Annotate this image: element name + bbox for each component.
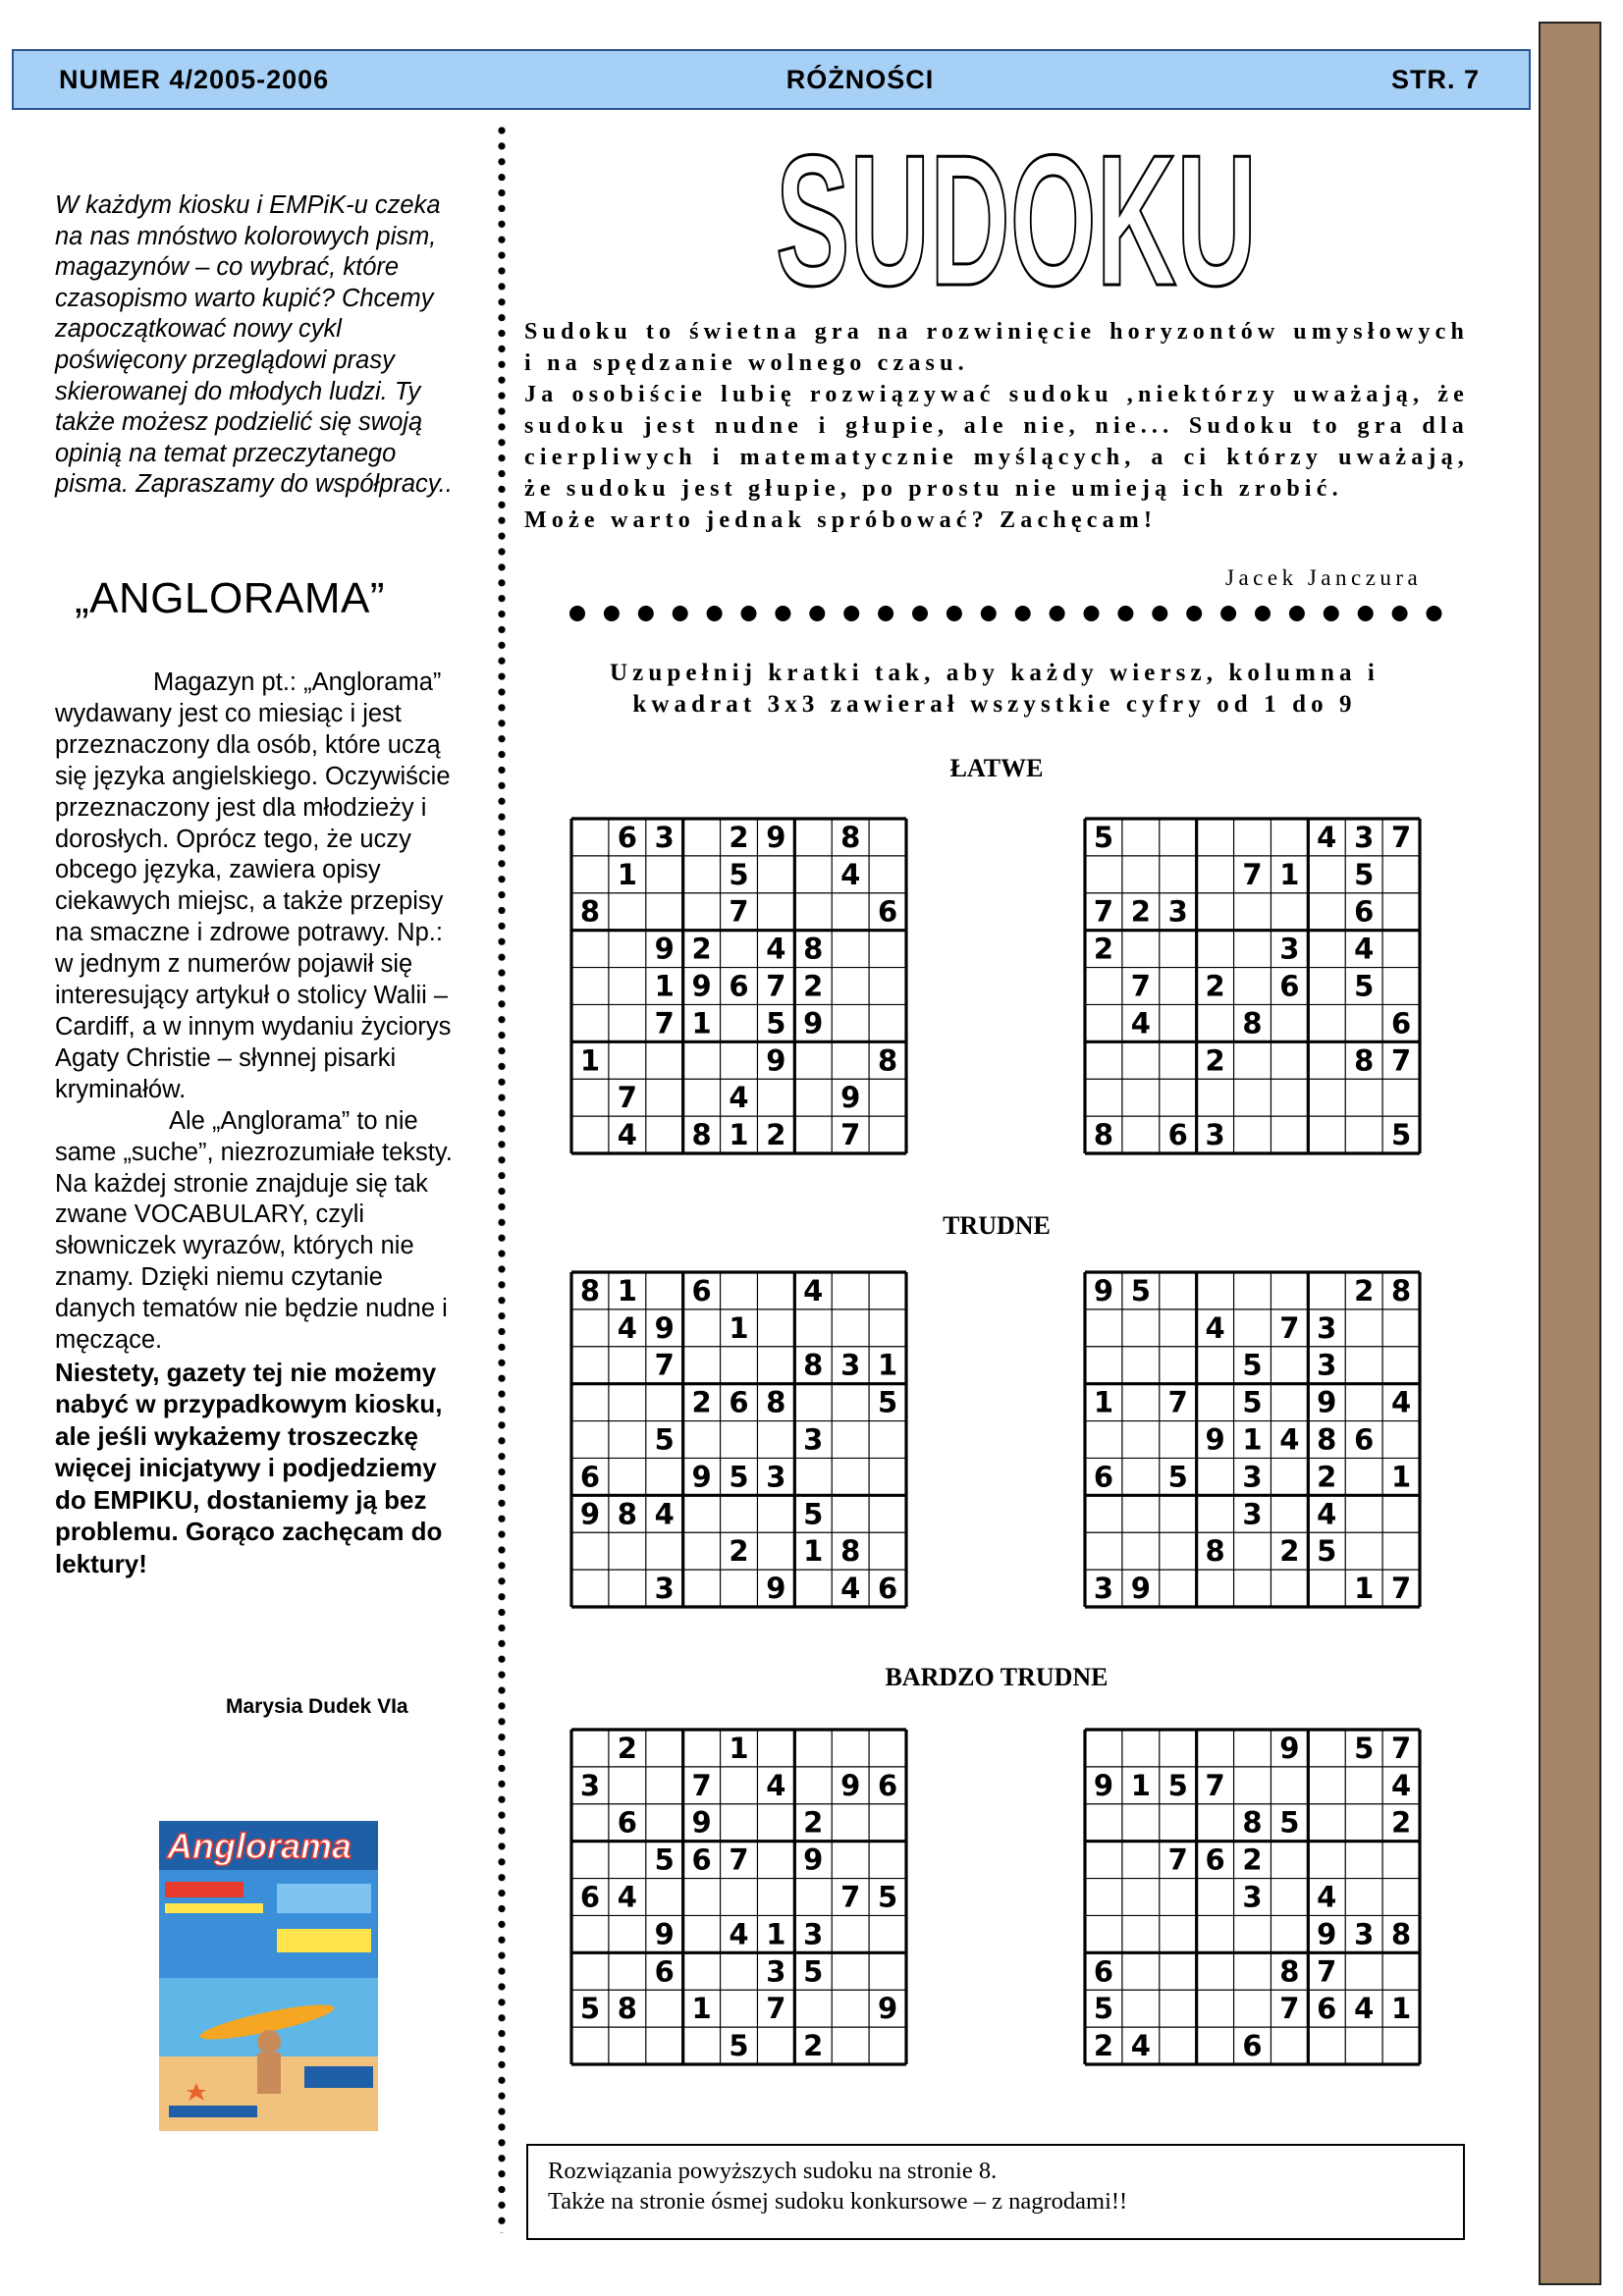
sudoku-cell-digit: 2 (1354, 1273, 1375, 1308)
sudoku-cell-digit: 6 (1093, 1954, 1114, 1989)
sudoku-cell-digit: 2 (1093, 2029, 1114, 2063)
bullet-dot (1186, 606, 1202, 621)
sudoku-cell-digit: 7 (766, 1992, 786, 2026)
article-title: „ANGLORAMA” (75, 574, 385, 622)
sudoku-cell-digit: 5 (1242, 1385, 1263, 1419)
sudoku-cell-digit: 1 (729, 1731, 749, 1765)
sudoku-cell-digit: 3 (1167, 894, 1188, 929)
sudoku-cell-digit: 1 (766, 1917, 786, 1951)
sudoku-cell-digit: 9 (877, 1992, 898, 2026)
sudoku-cell-digit: 3 (1242, 1880, 1263, 1914)
sudoku-cell-digit: 6 (1354, 1422, 1375, 1457)
sudoku-cell-digit: 2 (1205, 969, 1225, 1003)
article-paragraph: Magazyn pt.: „Anglorama” wydawany jest co miesiąc i jest przeznaczony dla osób, które uczą się języka angielskiego. Oczywiście przeznaczony jest dla młodzieży i dorosłych. Oprócz tego, że uczy obcego języka, zawiera opisy ciekawych miejsc, a także przepisy na smaczne i zdrowe potrawy. Np.: w jednym z numerów pojawił się interesujący artykuł o stolicy Walii – Cardiff, a w innym wydaniu życiorys Agaty Christie – słynnej pisarki kryminałów. (55, 668, 452, 1103)
sudoku-cell-digit: 7 (654, 1348, 675, 1382)
sudoku-cell-digit: 2 (1279, 1534, 1300, 1569)
sudoku-cell-digit: 3 (766, 1954, 786, 1989)
sudoku-cell-digit: 2 (729, 820, 749, 854)
article-paragraph-bold: Niestety, gazety tej nie możemy nabyć w przypadkowym kiosku, ale jeśli wykażemy troszeczkę więcej inicjatywy i podjedziemy do EMPIKU, dostaniemy ją bez problemu. Gorąco zachęcam do lektury! (55, 1357, 443, 1578)
sudoku-cell-digit: 5 (1354, 969, 1375, 1003)
sudoku-cell-digit: 3 (654, 820, 675, 854)
sudoku-cell-digit: 8 (840, 1534, 861, 1569)
sudoku-cell-digit: 4 (1390, 1385, 1412, 1419)
sudoku-cell-digit: 7 (1390, 1043, 1412, 1078)
sudoku-cell-digit: 7 (1390, 820, 1412, 854)
bullet-dot (775, 606, 790, 621)
level-hard-label: TRUDNE (943, 1211, 1051, 1240)
sudoku-cell-digit: 7 (729, 894, 749, 929)
sudoku-cell-digit: 5 (729, 1460, 749, 1494)
sudoku-cell-digit: 5 (877, 1385, 898, 1419)
sudoku-cell-digit: 6 (877, 1572, 898, 1606)
sudoku-cell-digit: 2 (1390, 1805, 1412, 1840)
sudoku-cell-digit: 3 (579, 1768, 601, 1802)
sudoku-cell-digit: 4 (1130, 2029, 1151, 2063)
sudoku-grid-hard-1 (569, 1270, 908, 1609)
bullet-dot (1084, 606, 1100, 621)
level-very-hard-label: BARDZO TRUDNE (885, 1663, 1109, 1691)
sudoku-cell-digit: 5 (1167, 1460, 1188, 1494)
sudoku-cell-digit: 5 (1354, 1731, 1375, 1765)
sudoku-cell-digit: 9 (691, 1460, 712, 1494)
sudoku-cell-digit: 9 (654, 1917, 675, 1951)
sudoku-cell-digit: 8 (691, 1118, 712, 1152)
sudoku-cell-digit: 9 (1130, 1572, 1151, 1606)
sudoku-cell-digit: 3 (1317, 1310, 1337, 1345)
sudoku-cell-digit: 4 (1354, 1992, 1375, 2026)
sudoku-cell-digit: 6 (1317, 1992, 1337, 2026)
sudoku-cell-digit: 4 (840, 1572, 861, 1606)
sudoku-cell-digit: 2 (1130, 894, 1151, 929)
sudoku-cell-digit: 6 (579, 1880, 601, 1914)
sudoku-cell-digit: 6 (1205, 1842, 1225, 1877)
sudoku-cell-digit: 2 (617, 1731, 637, 1765)
sudoku-cell-digit: 6 (1390, 1006, 1412, 1041)
bullet-dot (638, 606, 654, 621)
sudoku-cell-digit: 7 (691, 1768, 712, 1802)
sudoku-cell-digit: 6 (1093, 1460, 1114, 1494)
sudoku-cell-digit: 2 (803, 969, 824, 1003)
sudoku-cell-digit: 1 (1279, 857, 1300, 891)
sudoku-cell-digit: 3 (1279, 932, 1300, 966)
sudoku-cell-digit: 3 (654, 1572, 675, 1606)
sudoku-cell-digit: 4 (766, 932, 786, 966)
sudoku-cell-digit: 4 (1317, 1880, 1337, 1914)
sudoku-cell-digit: 9 (766, 1043, 786, 1078)
sudoku-cell-digit: 8 (617, 1497, 637, 1531)
sudoku-cell-digit: 9 (1093, 1273, 1114, 1308)
page-number: STR. 7 (1390, 64, 1480, 94)
sudoku-cell-digit: 5 (877, 1880, 898, 1914)
sudoku-cell-digit: 3 (1317, 1348, 1337, 1382)
magazine-cover-image (159, 1821, 378, 2131)
bullet-dot (1427, 606, 1442, 621)
page-header (12, 49, 1531, 110)
sudoku-cell-digit: 1 (579, 1043, 601, 1078)
sudoku-cell-digit: 5 (766, 1006, 786, 1041)
sudoku-grid-easy-1 (569, 817, 908, 1155)
sudoku-cell-digit: 1 (877, 1348, 898, 1382)
bullet-dot (843, 606, 859, 621)
bullet-dot (604, 606, 620, 621)
bullet-dot (878, 606, 893, 621)
sudoku-grid-very-hard-2 (1083, 1728, 1422, 2066)
sudoku-cell-digit: 1 (691, 1006, 712, 1041)
sudoku-cell-digit: 8 (1242, 1006, 1263, 1041)
bullet-dot (1220, 606, 1236, 621)
sudoku-cell-digit: 4 (803, 1273, 824, 1308)
sudoku-cell-digit: 2 (691, 1385, 712, 1419)
sudoku-cell-digit: 4 (1317, 1497, 1337, 1531)
note-line: Także na stronie ósmej sudoku konkursowe – z nagrodami!! (548, 2188, 1128, 2215)
bullet-dot (1324, 606, 1339, 621)
sudoku-cell-digit: 6 (729, 969, 749, 1003)
sudoku-cell-digit: 3 (840, 1348, 861, 1382)
section-title: RÓŻNOŚCI (785, 64, 935, 94)
sudoku-cell-digit: 1 (691, 1992, 712, 2026)
sudoku-grid-easy-2 (1083, 817, 1422, 1155)
article-body (55, 667, 458, 1579)
sudoku-cell-digit: 9 (1317, 1917, 1337, 1951)
sudoku-cell-digit: 5 (1130, 1273, 1151, 1308)
sudoku-cell-digit: 1 (1242, 1422, 1263, 1457)
sudoku-intro (524, 316, 1469, 536)
sudoku-cell-digit: 1 (1390, 1992, 1412, 2026)
sudoku-cell-digit: 6 (691, 1273, 712, 1308)
sudoku-cell-digit: 8 (579, 1273, 601, 1308)
sudoku-cell-digit: 9 (766, 820, 786, 854)
bullet-dot (1117, 606, 1133, 621)
sudoku-cell-digit: 8 (840, 820, 861, 854)
intro-paragraph: Sudoku to świetna gra na rozwinięcie horyzontów umysłowych i na spędzanie wolnego czasu. (524, 319, 1469, 376)
sudoku-cell-digit: 5 (729, 2029, 749, 2063)
sudoku-cell-digit: 5 (1093, 820, 1114, 854)
sudoku-cell-digit: 8 (1205, 1534, 1225, 1569)
sudoku-cell-digit: 8 (1390, 1273, 1412, 1308)
sudoku-cell-digit: 8 (1242, 1805, 1263, 1840)
solutions-note (526, 2144, 1465, 2240)
dotted-column-divider (497, 123, 507, 2233)
sudoku-cell-digit: 7 (617, 1081, 637, 1115)
sudoku-cell-digit: 9 (803, 1006, 824, 1041)
sudoku-cell-digit: 4 (766, 1768, 786, 1802)
instruction-line: Uzupełnij kratki tak, aby każdy wiersz, kolumna i (610, 660, 1380, 686)
bullet-dot (809, 606, 825, 621)
sudoku-cell-digit: 7 (1167, 1385, 1188, 1419)
bullet-divider (568, 599, 1449, 628)
sudoku-cell-digit: 9 (840, 1768, 861, 1802)
sudoku-cell-digit: 4 (1390, 1768, 1412, 1802)
article-author: Marysia Dudek VIa (226, 1695, 408, 1718)
sudoku-title-text: SUDOKU (776, 117, 1257, 325)
bullet-dot (741, 606, 757, 621)
article-paragraph: Ale „Anglorama” to nie same „suche”, niezrozumiałe teksty. Na każdej stronie znajduje się tak zwane VOCABULARY, czyli słowniczek wyrazów, których nie znamy. Dzięki niemu czytanie danych tematów nie będzie nudne i męczące. (55, 1106, 453, 1355)
sudoku-cell-digit: 7 (840, 1880, 861, 1914)
sudoku-cell-digit: 5 (1279, 1805, 1300, 1840)
sudoku-cell-digit: 4 (1205, 1310, 1225, 1345)
bullet-dot (912, 606, 928, 621)
sudoku-cell-digit: 8 (803, 1348, 824, 1382)
sudoku-cell-digit: 4 (654, 1497, 675, 1531)
sudoku-cell-digit: 5 (729, 857, 749, 891)
sudoku-cell-digit: 7 (1205, 1768, 1225, 1802)
sudoku-cell-digit: 6 (654, 1954, 675, 1989)
sudoku-cell-digit: 8 (877, 1043, 898, 1078)
sudoku-instruction (550, 658, 1439, 721)
sudoku-cell-digit: 3 (1242, 1460, 1263, 1494)
sudoku-cell-digit: 8 (1317, 1422, 1337, 1457)
sudoku-cell-digit: 6 (617, 1805, 637, 1840)
sudoku-cell-digit: 5 (579, 1992, 601, 2026)
sudoku-cell-digit: 5 (1354, 857, 1375, 891)
sudoku-cell-digit: 5 (803, 1497, 824, 1531)
sudoku-cell-digit: 8 (617, 1992, 637, 2026)
sudoku-cell-digit: 6 (1167, 1118, 1188, 1152)
sudoku-cell-digit: 2 (1317, 1460, 1337, 1494)
sudoku-cell-digit: 1 (1390, 1460, 1412, 1494)
sudoku-cell-digit: 3 (1354, 1917, 1375, 1951)
sudoku-cell-digit: 1 (1093, 1385, 1114, 1419)
sudoku-cell-digit: 1 (1130, 1768, 1151, 1802)
sudoku-cell-digit: 9 (840, 1081, 861, 1115)
sudoku-cell-digit: 4 (617, 1880, 637, 1914)
sudoku-cell-digit: 6 (729, 1385, 749, 1419)
bullet-dot (1152, 606, 1167, 621)
sudoku-cell-digit: 5 (1167, 1768, 1188, 1802)
sudoku-cell-digit: 8 (1354, 1043, 1375, 1078)
sudoku-cell-digit: 3 (803, 1917, 824, 1951)
sudoku-cell-digit: 7 (654, 1006, 675, 1041)
bullet-dot (1015, 606, 1031, 621)
sudoku-cell-digit: 2 (1242, 1842, 1263, 1877)
side-decoration-bar (1539, 22, 1601, 2285)
sudoku-cell-digit: 6 (877, 894, 898, 929)
sudoku-cell-digit: 6 (617, 820, 637, 854)
sudoku-cell-digit: 7 (766, 969, 786, 1003)
intro-paragraph: Ja osobiście lubię rozwiązywać sudoku ,niektórzy uważają, że sudoku jest nudne i głupie, ale nie, nie... Sudoku to gra dla cierpliwych i matematycznie myślących, a ci którzy uważają, że sudoku jest głupie, po prostu nie umieją ich zrobić. (524, 382, 1469, 502)
sudoku-cell-digit: 1 (617, 1273, 637, 1308)
sudoku-cell-digit: 3 (766, 1460, 786, 1494)
level-easy-label: ŁATWE (949, 754, 1044, 782)
sudoku-cell-digit: 9 (1279, 1731, 1300, 1765)
sudoku-cell-digit: 6 (691, 1842, 712, 1877)
bullet-dot (1255, 606, 1271, 621)
sudoku-cell-digit: 9 (766, 1572, 786, 1606)
bullet-dot (673, 606, 688, 621)
sudoku-cell-digit: 1 (654, 969, 675, 1003)
sudoku-cell-digit: 7 (1390, 1731, 1412, 1765)
intro-text: W każdym kiosku i EMPiK-u czeka na nas mnóstwo kolorowych pism, magazynów – co wybrać, które czasopismo warto kupić? Chcemy zapoczątkować nowy cykl poświęcony przeglądowi prasy skierowanej do młodych ludzi. Ty także możesz podzielić się swoją opinią na temat przeczytanego pisma. Zapraszamy do współpracy.. (55, 191, 453, 499)
bullet-dot (1289, 606, 1305, 621)
sudoku-cell-digit: 1 (729, 1310, 749, 1345)
sudoku-cell-digit: 7 (1390, 1572, 1412, 1606)
sudoku-cell-digit: 9 (803, 1842, 824, 1877)
sudoku-cell-digit: 5 (1390, 1118, 1412, 1152)
sudoku-cell-digit: 5 (803, 1954, 824, 1989)
sudoku-cell-digit: 9 (579, 1497, 601, 1531)
cover-title: Anglorama (167, 1826, 352, 1866)
sudoku-cell-digit: 8 (766, 1385, 786, 1419)
sudoku-title (766, 117, 1267, 325)
bullet-dot (947, 606, 962, 621)
sudoku-cell-digit: 9 (691, 969, 712, 1003)
intro-paragraph: Może warto jednak spróbować? Zachęcam! (524, 507, 1158, 533)
sudoku-cell-digit: 7 (1167, 1842, 1188, 1877)
sudoku-grid-very-hard-1 (569, 1728, 908, 2066)
sudoku-cell-digit: 3 (1093, 1572, 1114, 1606)
sudoku-cell-digit: 8 (1390, 1917, 1412, 1951)
bullet-dot (981, 606, 997, 621)
sudoku-cell-digit: 5 (1242, 1348, 1263, 1382)
sudoku-cell-digit: 7 (1317, 1954, 1337, 1989)
bullet-dot (707, 606, 723, 621)
sudoku-cell-digit: 6 (1279, 969, 1300, 1003)
sudoku-cell-digit: 6 (877, 1768, 898, 1802)
sudoku-cell-digit: 9 (1205, 1422, 1225, 1457)
sudoku-cell-digit: 4 (1354, 932, 1375, 966)
sudoku-cell-digit: 4 (1317, 820, 1337, 854)
sudoku-cell-digit: 7 (729, 1842, 749, 1877)
sudoku-cell-digit: 4 (729, 1917, 749, 1951)
sudoku-cell-digit: 2 (803, 1805, 824, 1840)
sudoku-cell-digit: 3 (1242, 1497, 1263, 1531)
sudoku-cell-digit: 9 (654, 932, 675, 966)
sudoku-cell-digit: 6 (579, 1460, 601, 1494)
sudoku-cell-digit: 7 (1279, 1310, 1300, 1345)
sudoku-cell-digit: 7 (840, 1118, 861, 1152)
bullet-dot (1392, 606, 1408, 621)
sudoku-cell-digit: 5 (1093, 1992, 1114, 2026)
sudoku-cell-digit: 7 (1093, 894, 1114, 929)
sudoku-cell-digit: 4 (729, 1081, 749, 1115)
sudoku-cell-digit: 9 (654, 1310, 675, 1345)
sudoku-cell-digit: 5 (1317, 1534, 1337, 1569)
sudoku-cell-digit: 1 (617, 857, 637, 891)
sudoku-cell-digit: 5 (654, 1422, 675, 1457)
issue-number: NUMER 4/2005-2006 (59, 64, 330, 94)
sudoku-cell-digit: 9 (1093, 1768, 1114, 1802)
sudoku-cell-digit: 2 (1093, 932, 1114, 966)
sudoku-cell-digit: 6 (1354, 894, 1375, 929)
sudoku-cell-digit: 7 (1130, 969, 1151, 1003)
sudoku-cell-digit: 4 (1279, 1422, 1300, 1457)
instruction-line: kwadrat 3x3 zawierał wszystkie cyfry od 1 do 9 (632, 691, 1357, 718)
sudoku-cell-digit: 2 (691, 932, 712, 966)
sudoku-cell-digit: 5 (654, 1842, 675, 1877)
sudoku-cell-digit: 2 (1205, 1043, 1225, 1078)
sudoku-cell-digit: 3 (1205, 1118, 1225, 1152)
bullet-dot (1358, 606, 1374, 621)
sudoku-cell-digit: 8 (1093, 1118, 1114, 1152)
sudoku-cell-digit: 1 (729, 1118, 749, 1152)
sudoku-cell-digit: 4 (617, 1310, 637, 1345)
bullet-dot (1050, 606, 1065, 621)
sudoku-cell-digit: 2 (729, 1534, 749, 1569)
sudoku-grid-hard-2 (1083, 1270, 1422, 1609)
sudoku-cell-digit: 2 (766, 1118, 786, 1152)
sudoku-cell-digit: 6 (1242, 2029, 1263, 2063)
sudoku-cell-digit: 9 (691, 1805, 712, 1840)
sudoku-cell-digit: 7 (1279, 1992, 1300, 2026)
sudoku-cell-digit: 9 (1317, 1385, 1337, 1419)
sudoku-cell-digit: 8 (1279, 1954, 1300, 1989)
sudoku-cell-digit: 3 (803, 1422, 824, 1457)
sudoku-cell-digit: 3 (1354, 820, 1375, 854)
intro-signature: Jacek Janczura (1225, 565, 1423, 590)
sudoku-cell-digit: 1 (1354, 1572, 1375, 1606)
sudoku-cell-digit: 1 (803, 1534, 824, 1569)
sudoku-cell-digit: 4 (1130, 1006, 1151, 1041)
bullet-dot (569, 606, 585, 621)
sudoku-cell-digit: 7 (1242, 857, 1263, 891)
sudoku-cell-digit: 4 (617, 1118, 637, 1152)
sudoku-cell-digit: 8 (579, 894, 601, 929)
sudoku-cell-digit: 4 (840, 857, 861, 891)
sudoku-cell-digit: 2 (803, 2029, 824, 2063)
note-line: Rozwiązania powyższych sudoku na stronie 8. (548, 2158, 998, 2184)
sudoku-cell-digit: 8 (803, 932, 824, 966)
